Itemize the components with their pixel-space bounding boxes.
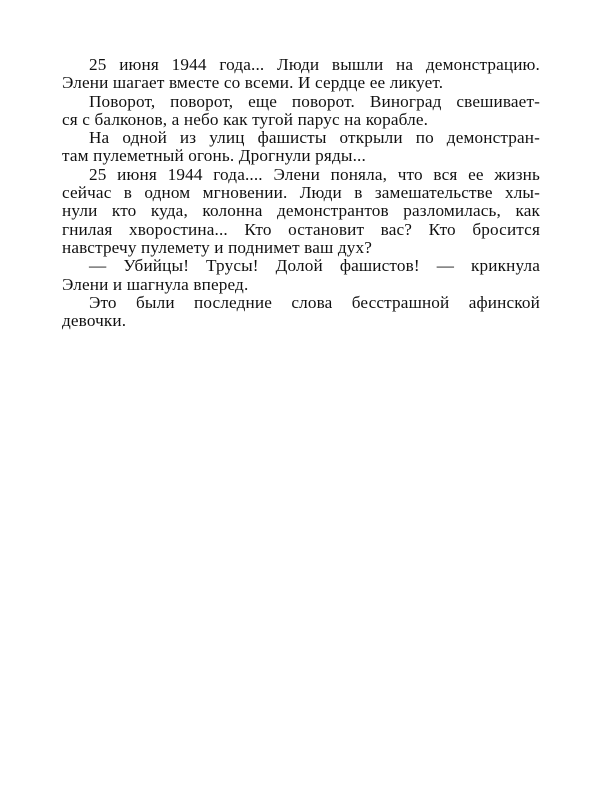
paragraph-5 [62,257,540,294]
text-line: — Убийцы! Трусы! Долой фашистов! — крикнула [89,256,540,276]
text-line: На одной из улиц фашисты открыли по демонстран- [89,128,540,148]
text-line: Элени и шагнула вперед. [62,274,249,294]
text-line: Это были последние слова бесстрашной афинской [89,292,540,312]
text-line: Элени шагает вместе со всеми. И сердце ее ликует. [62,73,444,93]
text-line: 25 июня 1944 года.... Элени поняла, что вся ее жизнь [89,164,540,184]
document-page [62,56,540,330]
paragraph-4 [62,166,540,257]
text-line: ся с балконов, а небо как тугой парус на корабле. [62,109,429,129]
text-line: гнилая хворостина... Кто остановит вас? Кто бросится [62,219,540,239]
text-line: нули кто куда, колонна демонстрантов разломилась, как [62,201,540,221]
text-line: навстречу пулемету и поднимет ваш дух? [62,237,372,257]
paragraph-3 [62,129,540,166]
paragraph-6 [62,294,540,331]
text-line: 25 июня 1944 года... Люди вышли на демонстрацию. [89,55,540,74]
paragraph-1 [62,56,540,93]
text-line: девочки. [62,311,127,331]
text-line: сейчас в одном мгновении. Люди в замешательстве хлы- [62,183,540,203]
paragraph-2 [62,93,540,130]
text-line: Поворот, поворот, еще поворот. Виноград свешивает- [89,91,540,111]
text-line: там пулеметный огонь. Дрогнули ряды... [62,146,366,166]
